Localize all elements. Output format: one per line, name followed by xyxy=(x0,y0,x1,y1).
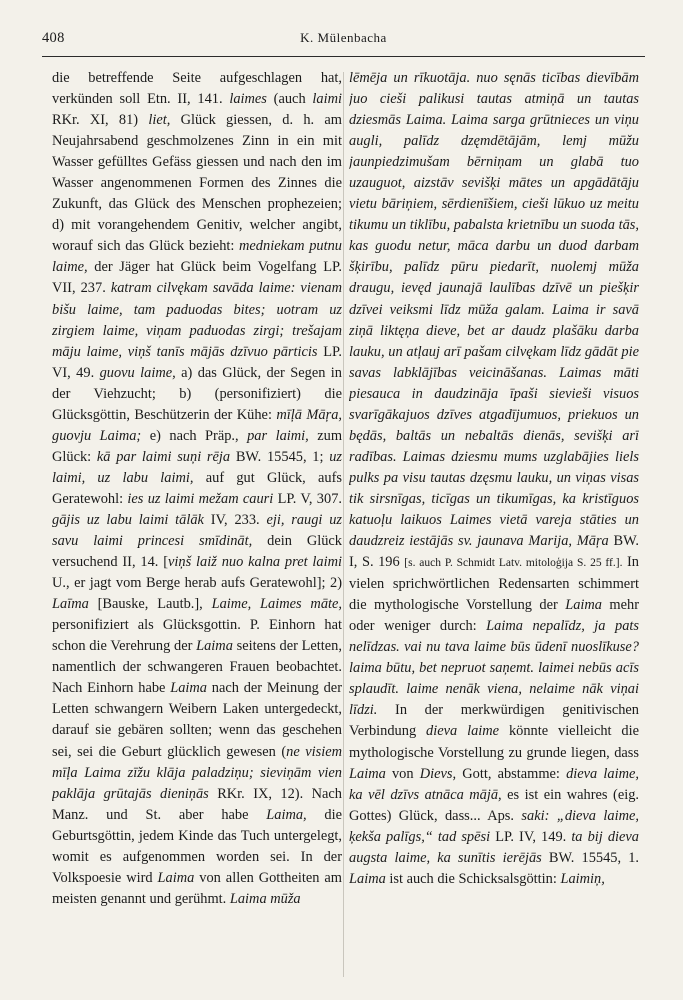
text-run: die Geburtsgöttin, jedem Kinde das Tuch untergelegt, womit es aufgenommen worden sei. In der Volkspoesie wird xyxy=(52,806,342,886)
text-run: Dievs, xyxy=(419,765,457,782)
text-run: a) das Glück, der Segen in der Viehzucht; b) (personifiziert) die Glücksgöttin, Beschützerin der Kühe: xyxy=(52,364,342,423)
text-run: auf gut Glück, aufs Geratewohl: xyxy=(52,469,342,507)
text-run: ne visiem mīļa Laima zīžu klāja paladziņu; sieviņām vien paklāja grūtajās dieniņās xyxy=(52,743,342,802)
text-run: Laima xyxy=(349,765,386,782)
text-run: Laīma xyxy=(52,596,89,613)
text-run: Laima nepalīdz, ja pats nelīdzas. vai nu tava laime būs ūdenī nuoslīkuse? laima būtu, bet nepruot saņemt. laimei nebūs acīs splaudīt. laime nenāk viena, nelaime nāk viņai līdzi. xyxy=(349,618,639,719)
running-head: K. Mülenbacha xyxy=(300,30,387,45)
text-run: [s. auch P. Schmidt Latv. mitoloģija S. 25 ff.]. xyxy=(404,557,623,570)
text-run: liet, xyxy=(148,112,171,129)
text-run: BW. 15545, 1; xyxy=(230,448,330,465)
text-run: gājis uz labu laimi tālāk xyxy=(52,511,204,528)
text-run: zum Glück: xyxy=(52,427,342,465)
text-run: Laima mūža xyxy=(229,890,301,907)
text-run: nach der Meinung der Letten schwangern Weibern Laken untergedeckt, darauf sie gebären sollten; wenn das geschehen sei, sei die Geburt glücklich gewesen ( xyxy=(52,680,342,760)
text-run: Laima xyxy=(157,869,195,886)
text-run: es ist ein wahres (eig. Gottes) Glück, dass... Aps. xyxy=(349,786,639,824)
text-run: von allen Gottheiten am meisten genannt und gerühmt. xyxy=(52,869,342,907)
text-run: Gott, abstamme: xyxy=(456,765,567,782)
text-run: saki: „dieva laime, ķekša palīgs,“ tad spēsi xyxy=(349,807,639,845)
text-run: mehr oder weniger durch: xyxy=(349,597,639,635)
text-run: der Jäger hat Glück beim Vogelfang LP. VII, 237. xyxy=(52,259,342,297)
header-rule xyxy=(42,56,645,57)
text-run: laimi xyxy=(312,91,342,108)
text-run: In vielen sprichwörtlichen Redensarten schimmert die mythologische Vorstellung der xyxy=(349,554,639,614)
text-run: Laima xyxy=(196,638,233,655)
left-column xyxy=(52,68,342,988)
text-run: BW. 15545, 1. xyxy=(541,849,639,866)
text-run: ist auch die Schicksalsgöttin: xyxy=(385,870,561,887)
text-run: Laime, Laimes māte, xyxy=(211,596,342,613)
text-run: eji, raugi uz savu laimi princesi smīdināt, xyxy=(52,511,342,550)
text-run: kā par laimi suņi rēja xyxy=(96,448,231,465)
text-run: ta bij dieva augsta laime, ka sunītis ierējās xyxy=(349,828,639,866)
text-run: katram cilvękam savāda laime: vienam bišu laime, tam paduodas bites; uotram uz zirgiem laime, viņam paduodas zirgi; trešajam māju laime, viņš tanīs mājās dzīvuo pārticis xyxy=(52,280,342,360)
text-run: medniekam putnu laime, xyxy=(52,238,342,276)
text-run: lēmēja un rīkuotāja. nuo sęnās ticības dievībām juo cieši palikusi tautas atmiņā un tautas dziesmās Laima. Laima sarga grūtnieces un viņu augli, palīdz dzęmdētājām, lemj mūžu jaunpiedzimušam bērniņam un glabā tuo uzauguot, aizstāv sevišķi mātes un apgādātāju vietu bāriņiem, sērdienīšiem, cieši lūkuo uz meitu tikumu un tiklību, pabalsta krietnību un suoda tās, kas guodu netur, māca darbu un duod darbam šķirību, palīdz pūru piedarīt, nuolemj mūža draugu, ievęd jaunajā laulības dzīvē un piešķir dzīvei veiksmi līdz mūža galam. Laima ir savā ziņā liktęņa dieve, bet ar daudz plašāku darba lauku, un atļauj arī pašam cilvękam līdz gādāt pie savas labklājības veicināšanas. Laimas māti piesauca in daudzināja īpaši sievieši visuos svarīgākajuos dzīves atgadījumuos, priekuos un będās, baltās un nebaltās dienās, sevišķi arī radības. Laimas dziesmu mums uzglabājies liels pulks pa visu tautas dzęsmu lauku, un viņas visas tik sirsnīgas, ticīgas un tikumīgas, ka kristīguos katuoļu laikuos Laimes vietā vareja stāties un daudzreiz iestājās sv. jaunava Marija, Māŗa xyxy=(349,70,639,550)
column-divider xyxy=(343,72,344,977)
text-run: dieva laime, ka vēl dzīvs atnāca mājā, xyxy=(349,765,639,803)
page-header xyxy=(42,30,645,54)
text-run: U., er jagt vom Berge herab aufs Geratewohl]; 2) xyxy=(52,575,342,592)
text-run: mīļā Māŗa, guovju Laima; xyxy=(52,406,342,444)
text-run: laimes xyxy=(229,91,267,108)
text-run: Laimiņ, xyxy=(560,870,605,887)
text-run: par laimi, xyxy=(247,427,309,444)
page-number: 408 xyxy=(42,30,65,46)
text-run: personifiziert als Glücksgottin. P. Einhorn hat schon die Verehrung der xyxy=(52,617,342,655)
right-column xyxy=(349,68,639,988)
text-run: dieva laime xyxy=(426,723,500,740)
text-run: LP. IV, 149. xyxy=(490,828,572,845)
text-run: seitens der Letten, namentlich der schwangeren Frauen beobachtet. Nach Einhorn habe xyxy=(52,638,342,697)
text-run: Laima xyxy=(565,597,602,614)
text-run: BW. I, S. 196 xyxy=(349,533,639,571)
text-run: uz laimi, uz labu laimi, xyxy=(52,448,342,486)
text-run: viņš laiž nuo kalna pret laimi xyxy=(168,554,342,571)
text-run: ies uz laimi mežam cauri xyxy=(127,490,274,507)
text-run: Laima xyxy=(349,870,386,887)
text-run: IV, 233. xyxy=(203,511,267,528)
text-run: (auch xyxy=(266,91,313,108)
text-run: Glück giessen, d. h. am Neujahrsabend geschmolzenes Zinn in ein mit Wasser gefülltes Gefäss giessen und nach den im Wasser angenommenen Formen des Zinnes die Zukunft, das Glück des Menschen prophezeien; d) mit vorangehendem Genitiv, welcher angibt, worauf sich das Glück bezieht: xyxy=(52,112,342,255)
text-run: dein Glück versuchend II, 14. [ xyxy=(52,533,342,571)
text-run: [Bauske, Lautb.], xyxy=(88,596,212,613)
text-run: von xyxy=(385,765,420,782)
text-run: In der merkwürdigen genitivischen Verbindung xyxy=(349,702,639,740)
text-run: e) nach Präp., xyxy=(141,427,248,444)
text-run: Laima, xyxy=(266,806,307,823)
text-run: die betreffende Seite aufgeschlagen hat, verkünden soll Etn. II, 141. xyxy=(52,70,342,108)
text-run: LP. VI, 49. xyxy=(52,343,342,381)
text-run: LP. V, 307. xyxy=(273,490,342,507)
text-run: RKr. XI, 81) xyxy=(52,112,149,129)
text-run: Laima xyxy=(170,680,208,697)
text-run: könnte vielleicht die mythologische Vorstellung zu grunde liegen, dass xyxy=(349,723,639,761)
text-run: guovu laime, xyxy=(99,364,176,381)
text-run: RKr. IX, 12). Nach Manz. und St. aber habe xyxy=(52,785,342,823)
